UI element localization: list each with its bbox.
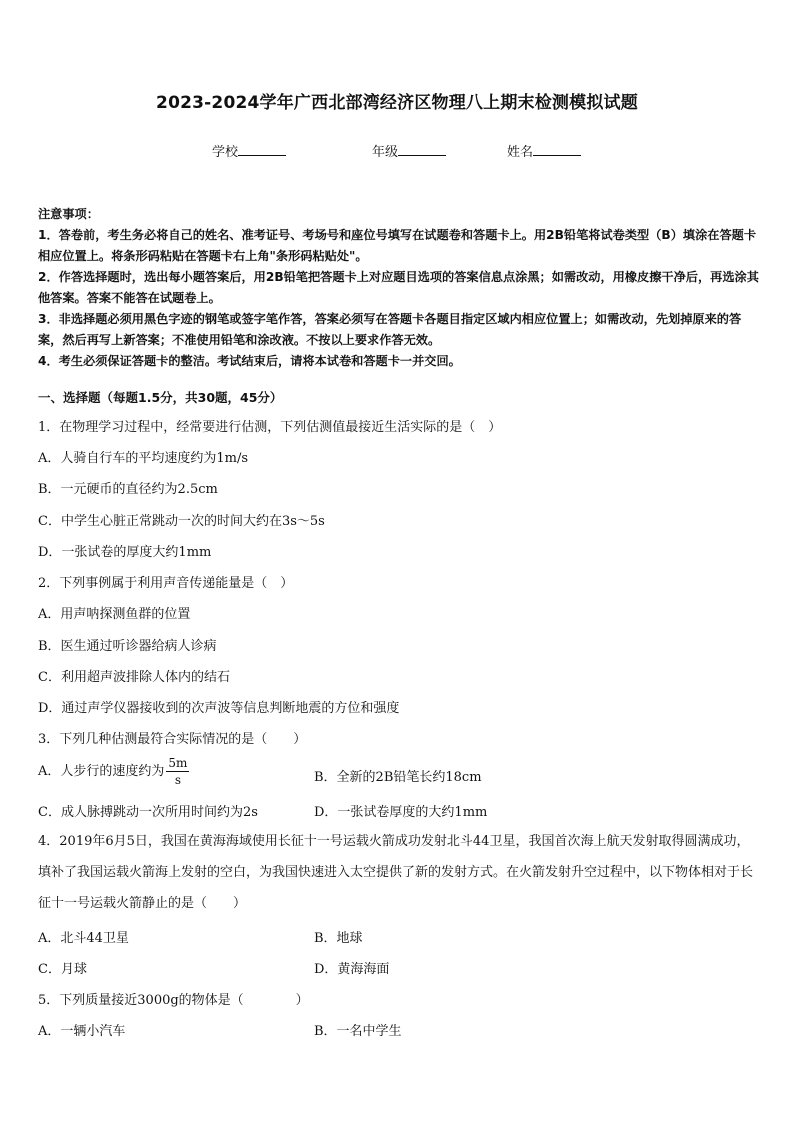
question-1-option-b: B．一元硬币的直径约为2.5cm — [38, 482, 218, 497]
notes-item: 1．答卷前，考生务必将自己的姓名、准考证号、考场号和座位号填写在试题卷和答题卡上。用2B铅笔将试卷类型（B）填涂在答题卡相应位置上。将条形码粘贴在答题卡右上角"条形码粘贴处"。 — [38, 228, 757, 263]
question-4-option-b: B．地球 — [314, 931, 363, 946]
question-3-option-d: D．一张试卷厚度的大约1mm — [314, 805, 488, 820]
name-field — [507, 141, 581, 160]
notes-block — [38, 204, 760, 372]
question-5-option-a: A．一辆小汽车 — [38, 1024, 126, 1039]
question-2-option-b: B．医生通过听诊器给病人诊病 — [38, 639, 217, 654]
question-5-option-b: B．一名中学生 — [314, 1024, 402, 1039]
notes-heading: 注意事项： — [38, 207, 99, 221]
question-1-option-a: A．人骑自行车的平均速度约为1m/s — [38, 451, 249, 466]
question-3-option-a — [38, 755, 189, 788]
question-3-option-a-text: A．人步行的速度约为 — [38, 764, 165, 779]
school-field — [212, 141, 286, 160]
notes-item: 4．考生必须保证答题卡的整洁。考试结束后，请将本试卷和答题卡一并交回。 — [38, 354, 461, 368]
question-5-stem: 5．下列质量接近3000g的物体是（ ） — [38, 993, 309, 1008]
name-blank — [533, 143, 581, 156]
section-heading: 一、选择题（每题1.5分，共30题，45分） — [38, 390, 283, 405]
question-1-stem: 1．在物理学习过程中，经常要进行估测，下列估测值最接近生活实际的是（ ） — [38, 420, 502, 435]
question-2-option-c: C．利用超声波排除人体内的结石 — [38, 670, 230, 685]
school-blank — [238, 143, 286, 156]
question-3-option-c: C．成人脉搏跳动一次所用时间约为2s — [38, 805, 258, 820]
question-3-option-b: B．全新的2B铅笔长约18cm — [314, 770, 482, 785]
question-1-option-d: D．一张试卷的厚度大约1mm — [38, 545, 212, 560]
question-4-option-c: C．月球 — [38, 962, 87, 977]
grade-blank — [398, 143, 446, 156]
fraction-denominator: s — [174, 773, 181, 787]
exam-title: 2023-2024学年广西北部湾经济区物理八上期末检测模拟试题 — [156, 93, 638, 113]
school-label: 学校 — [212, 145, 239, 160]
question-2-option-a: A．用声呐探测鱼群的位置 — [38, 607, 191, 622]
student-info-row — [0, 141, 794, 161]
grade-label: 年级 — [372, 145, 399, 160]
question-4-option-a: A．北斗44卫星 — [38, 931, 129, 946]
name-label: 姓名 — [507, 145, 534, 160]
question-4-option-d: D．黄海海面 — [314, 962, 390, 977]
notes-item: 2．作答选择题时，选出每小题答案后，用2B铅笔把答题卡上对应题目选项的答案信息点涂黑；如需改动，用橡皮擦干净后，再选涂其他答案。答案不能答在试题卷上。 — [38, 270, 759, 305]
notes-item: 3．非选择题必须用黑色字迹的钢笔或签字笔作答，答案必须写在答题卡各题目指定区域内相应位置上；如需改动，先划掉原来的答案，然后再写上新答案；不准使用铅笔和涂改液。不按以上要求作答无效。 — [38, 312, 742, 347]
question-2-option-d: D．通过声学仪器接收到的次声波等信息判断地震的方位和强度 — [38, 701, 400, 716]
speed-fraction — [166, 755, 189, 788]
question-3-stem: 3．下列几种估测最符合实际情况的是（ ） — [38, 732, 307, 747]
question-1-option-c: C．中学生心脏正常跳动一次的时间大约在3s～5s — [38, 514, 325, 529]
question-2-stem: 2．下列事例属于利用声音传递能量是（ ） — [38, 576, 294, 591]
grade-field — [372, 141, 446, 160]
question-4-stem: 4．2019年6月5日，我国在黄海海域使用长征十一号运载火箭成功发射北斗44卫星，我国首次海上航天发射取得圆满成功，填补了我国运载火箭海上发射的空白，为我国快速进入太空提供了新的发射方式。在火箭发射升空过程中，以下物体相对于长征十一号运载火箭静止的是（ ） — [38, 834, 754, 911]
fraction-numerator: 5m — [168, 756, 188, 770]
